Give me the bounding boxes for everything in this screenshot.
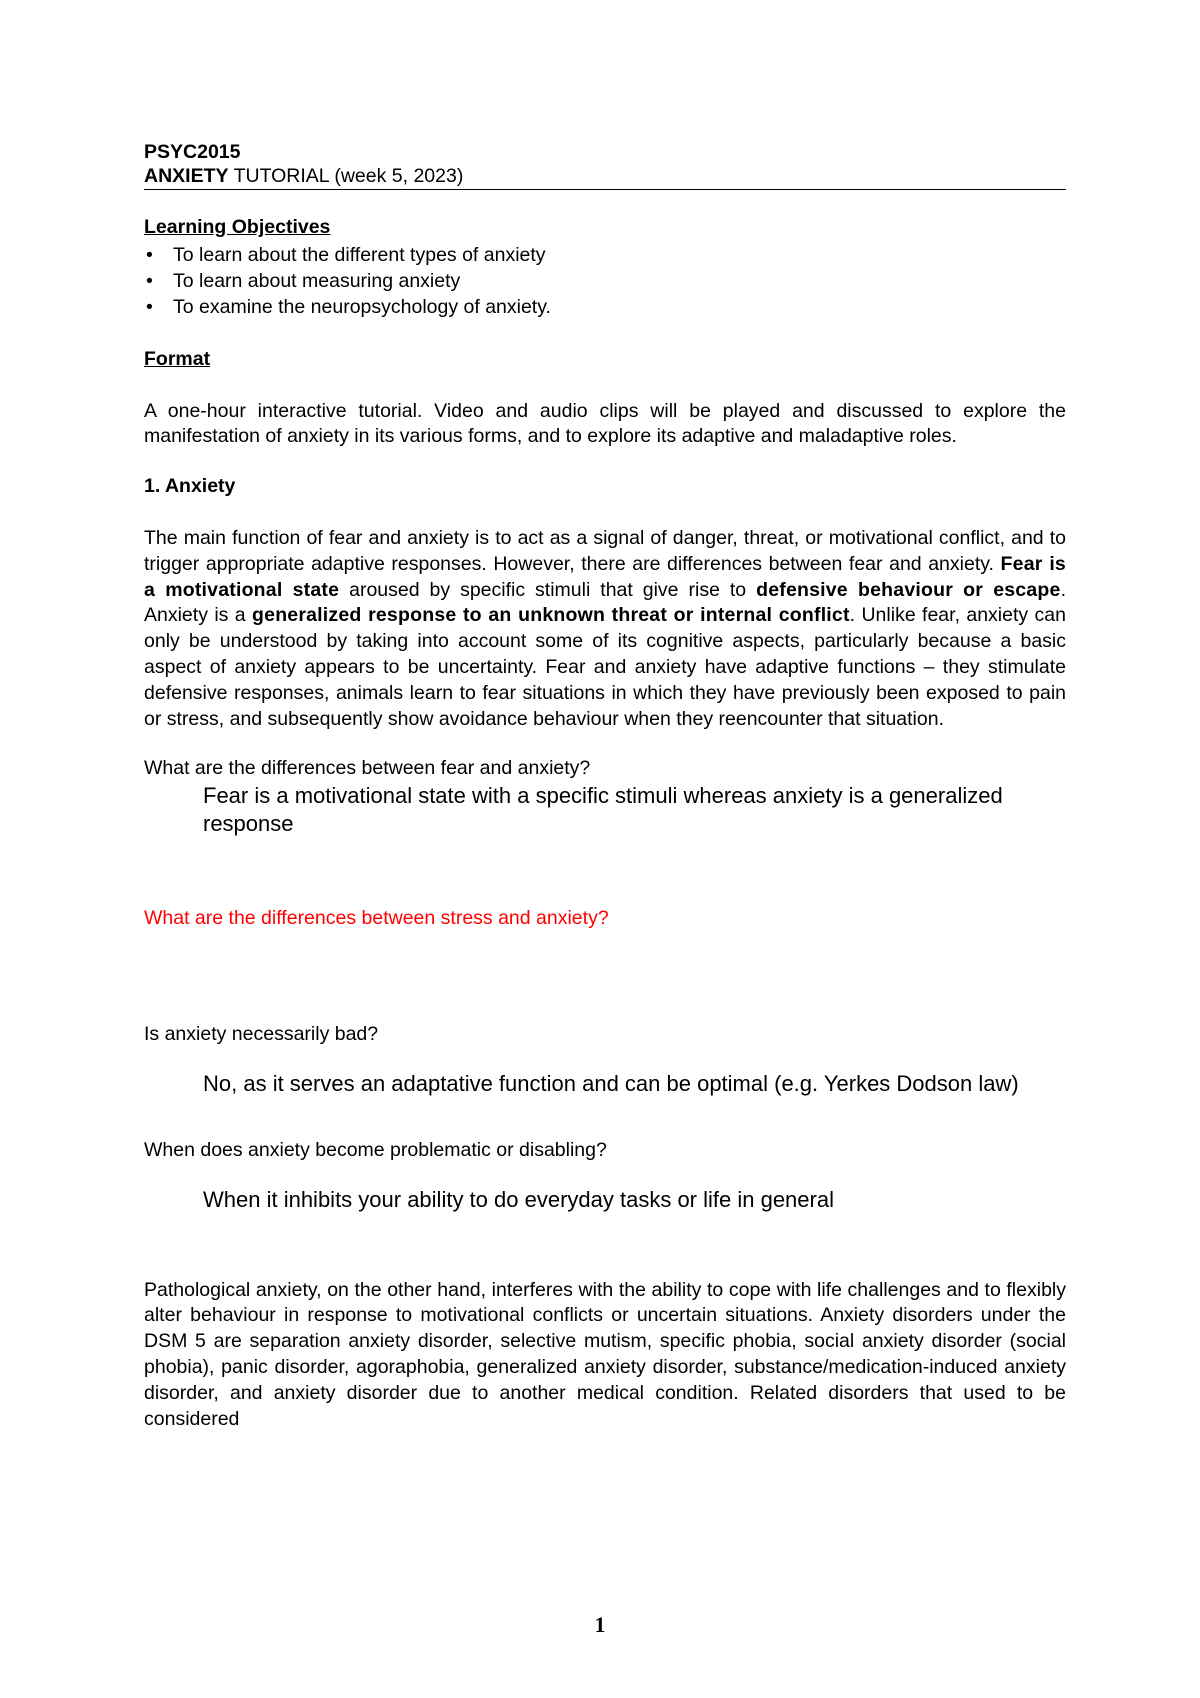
answer-anxiety-bad: No, as it serves an adaptative function and can be optimal (e.g. Yerkes Dodson law) xyxy=(203,1070,1019,1096)
list-item xyxy=(144,242,1066,268)
tutorial-title-bold: ANXIETY xyxy=(144,165,229,187)
objective-text: To learn about the different types of anxiety xyxy=(173,243,546,266)
format-paragraph: A one-hour interactive tutorial. Video and audio clips will be played and discussed to explore the manifestation of anxiety in its various forms, and to explore its adaptive and maladaptive roles. xyxy=(144,399,1066,448)
question-anxiety-bad: Is anxiety necessarily bad? xyxy=(144,1022,379,1045)
question-anxiety-problematic: When does anxiety become problematic or disabling? xyxy=(144,1138,607,1161)
bullet-icon: • xyxy=(146,295,153,318)
paragraph-text: . Unlike fear, anxiety can only be understood by taking into account some of its cognitive aspects, particularly because a basic aspect of anxiety appears to be uncertainty. Fear and anxiety have adaptive functions – they stimulate defensive responses, animals learn to fear situations in which they have previously been exposed to pain or stress, and subsequently show avoidance behaviour when they reencounter that situation. xyxy=(144,604,1066,730)
emphasis-text: Fear is a motivational state xyxy=(144,552,1066,601)
answer-fear-vs-anxiety: Fear is a motivational state with a specific stimuli whereas anxiety is a generalized response xyxy=(203,783,1003,837)
bullet-icon: • xyxy=(146,269,153,292)
tutorial-title xyxy=(144,164,1066,190)
emphasis-text: generalized response to an unknown threat or internal conflict xyxy=(252,604,850,627)
objective-text: To examine the neuropsychology of anxiety. xyxy=(173,295,551,318)
page-content xyxy=(144,140,1066,1432)
anxiety-section-heading: 1. Anxiety xyxy=(144,475,236,498)
bullet-icon: • xyxy=(146,243,153,266)
learning-objectives-heading: Learning Objectives xyxy=(144,216,331,238)
list-item xyxy=(144,268,1066,294)
answer-anxiety-problematic: When it inhibits your ability to do everyday tasks or life in general xyxy=(203,1186,834,1212)
format-heading: Format xyxy=(144,347,211,370)
question-stress-vs-anxiety: What are the differences between stress and anxiety? xyxy=(144,907,609,930)
anxiety-paragraph xyxy=(144,526,1066,732)
page-number: 1 xyxy=(594,1612,606,1637)
tutorial-title-rest: TUTORIAL (week 5, 2023) xyxy=(228,165,464,187)
course-code: PSYC2015 xyxy=(144,141,241,163)
paragraph-text: . Anxiety is a xyxy=(144,578,1066,627)
pathological-anxiety-paragraph: Pathological anxiety, on the other hand, interferes with the ability to cope with life challenges and to flexibly alter behaviour in response to motivational conflicts or uncertain situations. Anxiety disorders under the DSM 5 are separation anxiety disorder, selective mutism, specific phobia, social anxiety disorder (social phobia), panic disorder, agoraphobia, generalized anxiety disorder, substance/medication-induced anxiety disorder, and anxiety disorder due to another medical condition. Related disorders that used to be considered xyxy=(144,1278,1066,1430)
objective-text: To learn about measuring anxiety xyxy=(173,269,461,292)
emphasis-text: defensive behaviour or escape xyxy=(756,578,1061,601)
learning-objectives-list xyxy=(144,242,1066,320)
paragraph-text: aroused by specific stimuli that give rise to xyxy=(339,578,757,601)
question-fear-vs-anxiety: What are the differences between fear and anxiety? xyxy=(144,757,591,780)
list-item xyxy=(144,294,1066,320)
paragraph-text: The main function of fear and anxiety is to act as a signal of danger, threat, or motivational conflict, and to trigger appropriate adaptive responses. However, there are differences between fear and anxiety. xyxy=(144,526,1066,575)
